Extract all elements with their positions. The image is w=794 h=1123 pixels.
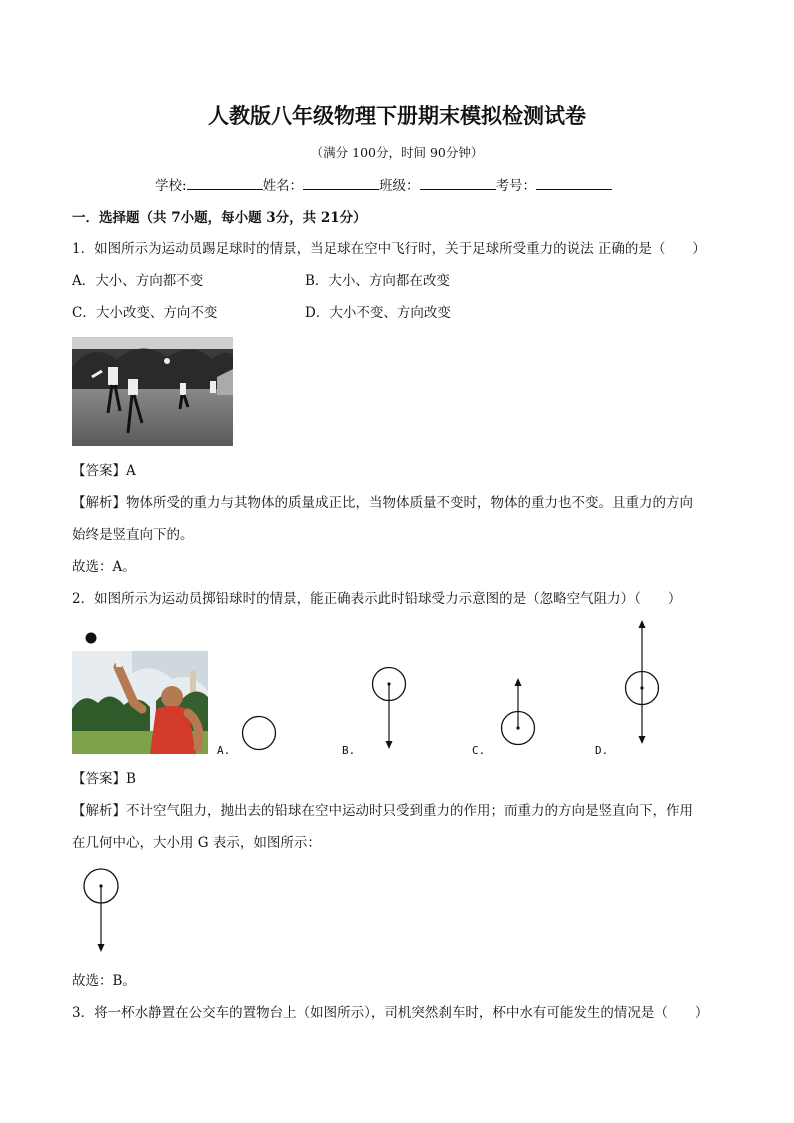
q2-answer: 【答案】B <box>72 771 136 787</box>
class-blank[interactable] <box>420 176 496 190</box>
school-blank[interactable] <box>187 176 263 190</box>
q1-stem: 1．如图所示为运动员踢足球时的情景，当足球在空中飞行时，关于足球所受重力的说法 正确的是（ ） <box>72 241 706 257</box>
q2-analysis-line1: 【解析】不计空气阻力，抛出去的铅球在空中运动时只受到重力的作用；而重力的方向是竖直向下，作用 <box>72 803 693 819</box>
option-a-label: A. <box>217 744 231 757</box>
class-label: 班级： <box>379 178 420 194</box>
section-heading: 一．选择题（共 7小题，每小题 3分，共 21分） <box>72 210 367 226</box>
number-label: 考号： <box>495 178 537 194</box>
option-d-diagram <box>622 618 662 746</box>
option-c-diagram <box>498 676 538 748</box>
option-b-label: B. <box>342 744 356 757</box>
name-label: 姓名： <box>262 178 304 194</box>
gravity-force-diagram <box>81 866 121 956</box>
q1-option-c: C．大小改变、方向不变 <box>72 305 218 321</box>
page-title: 人教版八年级物理下册期末模拟检测试卷 <box>208 103 586 128</box>
option-a-diagram <box>241 715 277 751</box>
q2-stem: 2．如图所示为运动员掷铅球时的情景，能正确表示此时铅球受力示意图的是（忽略空气阻力）（ ） <box>72 591 682 607</box>
student-info-row <box>155 176 612 195</box>
shot-put-photo <box>72 651 208 754</box>
option-c-label: C. <box>472 744 486 757</box>
q1-analysis-line1: 【解析】物体所受的重力与其物体的质量成正比，当物体质量不变时，物体的重力也不变。且重力的方向 <box>72 495 693 511</box>
q1-option-a: A．大小、方向都不变 <box>72 273 204 289</box>
school-label: 学校: <box>155 178 187 194</box>
q2-analysis-line2: 在几何中心，大小用 G 表示，如图所示： <box>72 835 321 851</box>
shot-ball-icon <box>84 630 98 644</box>
q1-answer: 【答案】A <box>72 463 136 479</box>
option-b-diagram <box>369 666 409 752</box>
q1-option-b: B．大小、方向都在改变 <box>305 273 450 289</box>
football-photo <box>72 337 233 446</box>
q1-analysis-line2: 始终是竖直向下的。 <box>72 527 194 543</box>
number-blank[interactable] <box>536 176 612 190</box>
option-d-label: D. <box>595 744 609 757</box>
q3-stem: 3．将一杯水静置在公交车的置物台上（如图所示），司机突然刹车时，杯中水有可能发生的情况是（ ） <box>72 1005 709 1021</box>
q1-choice: 故选：A。 <box>72 559 136 575</box>
q1-option-d: D．大小不变、方向改变 <box>305 305 451 321</box>
exam-subtitle: （满分 100分，时间 90分钟） <box>310 145 484 160</box>
name-blank[interactable] <box>303 176 379 190</box>
q2-choice: 故选：B。 <box>72 973 136 989</box>
